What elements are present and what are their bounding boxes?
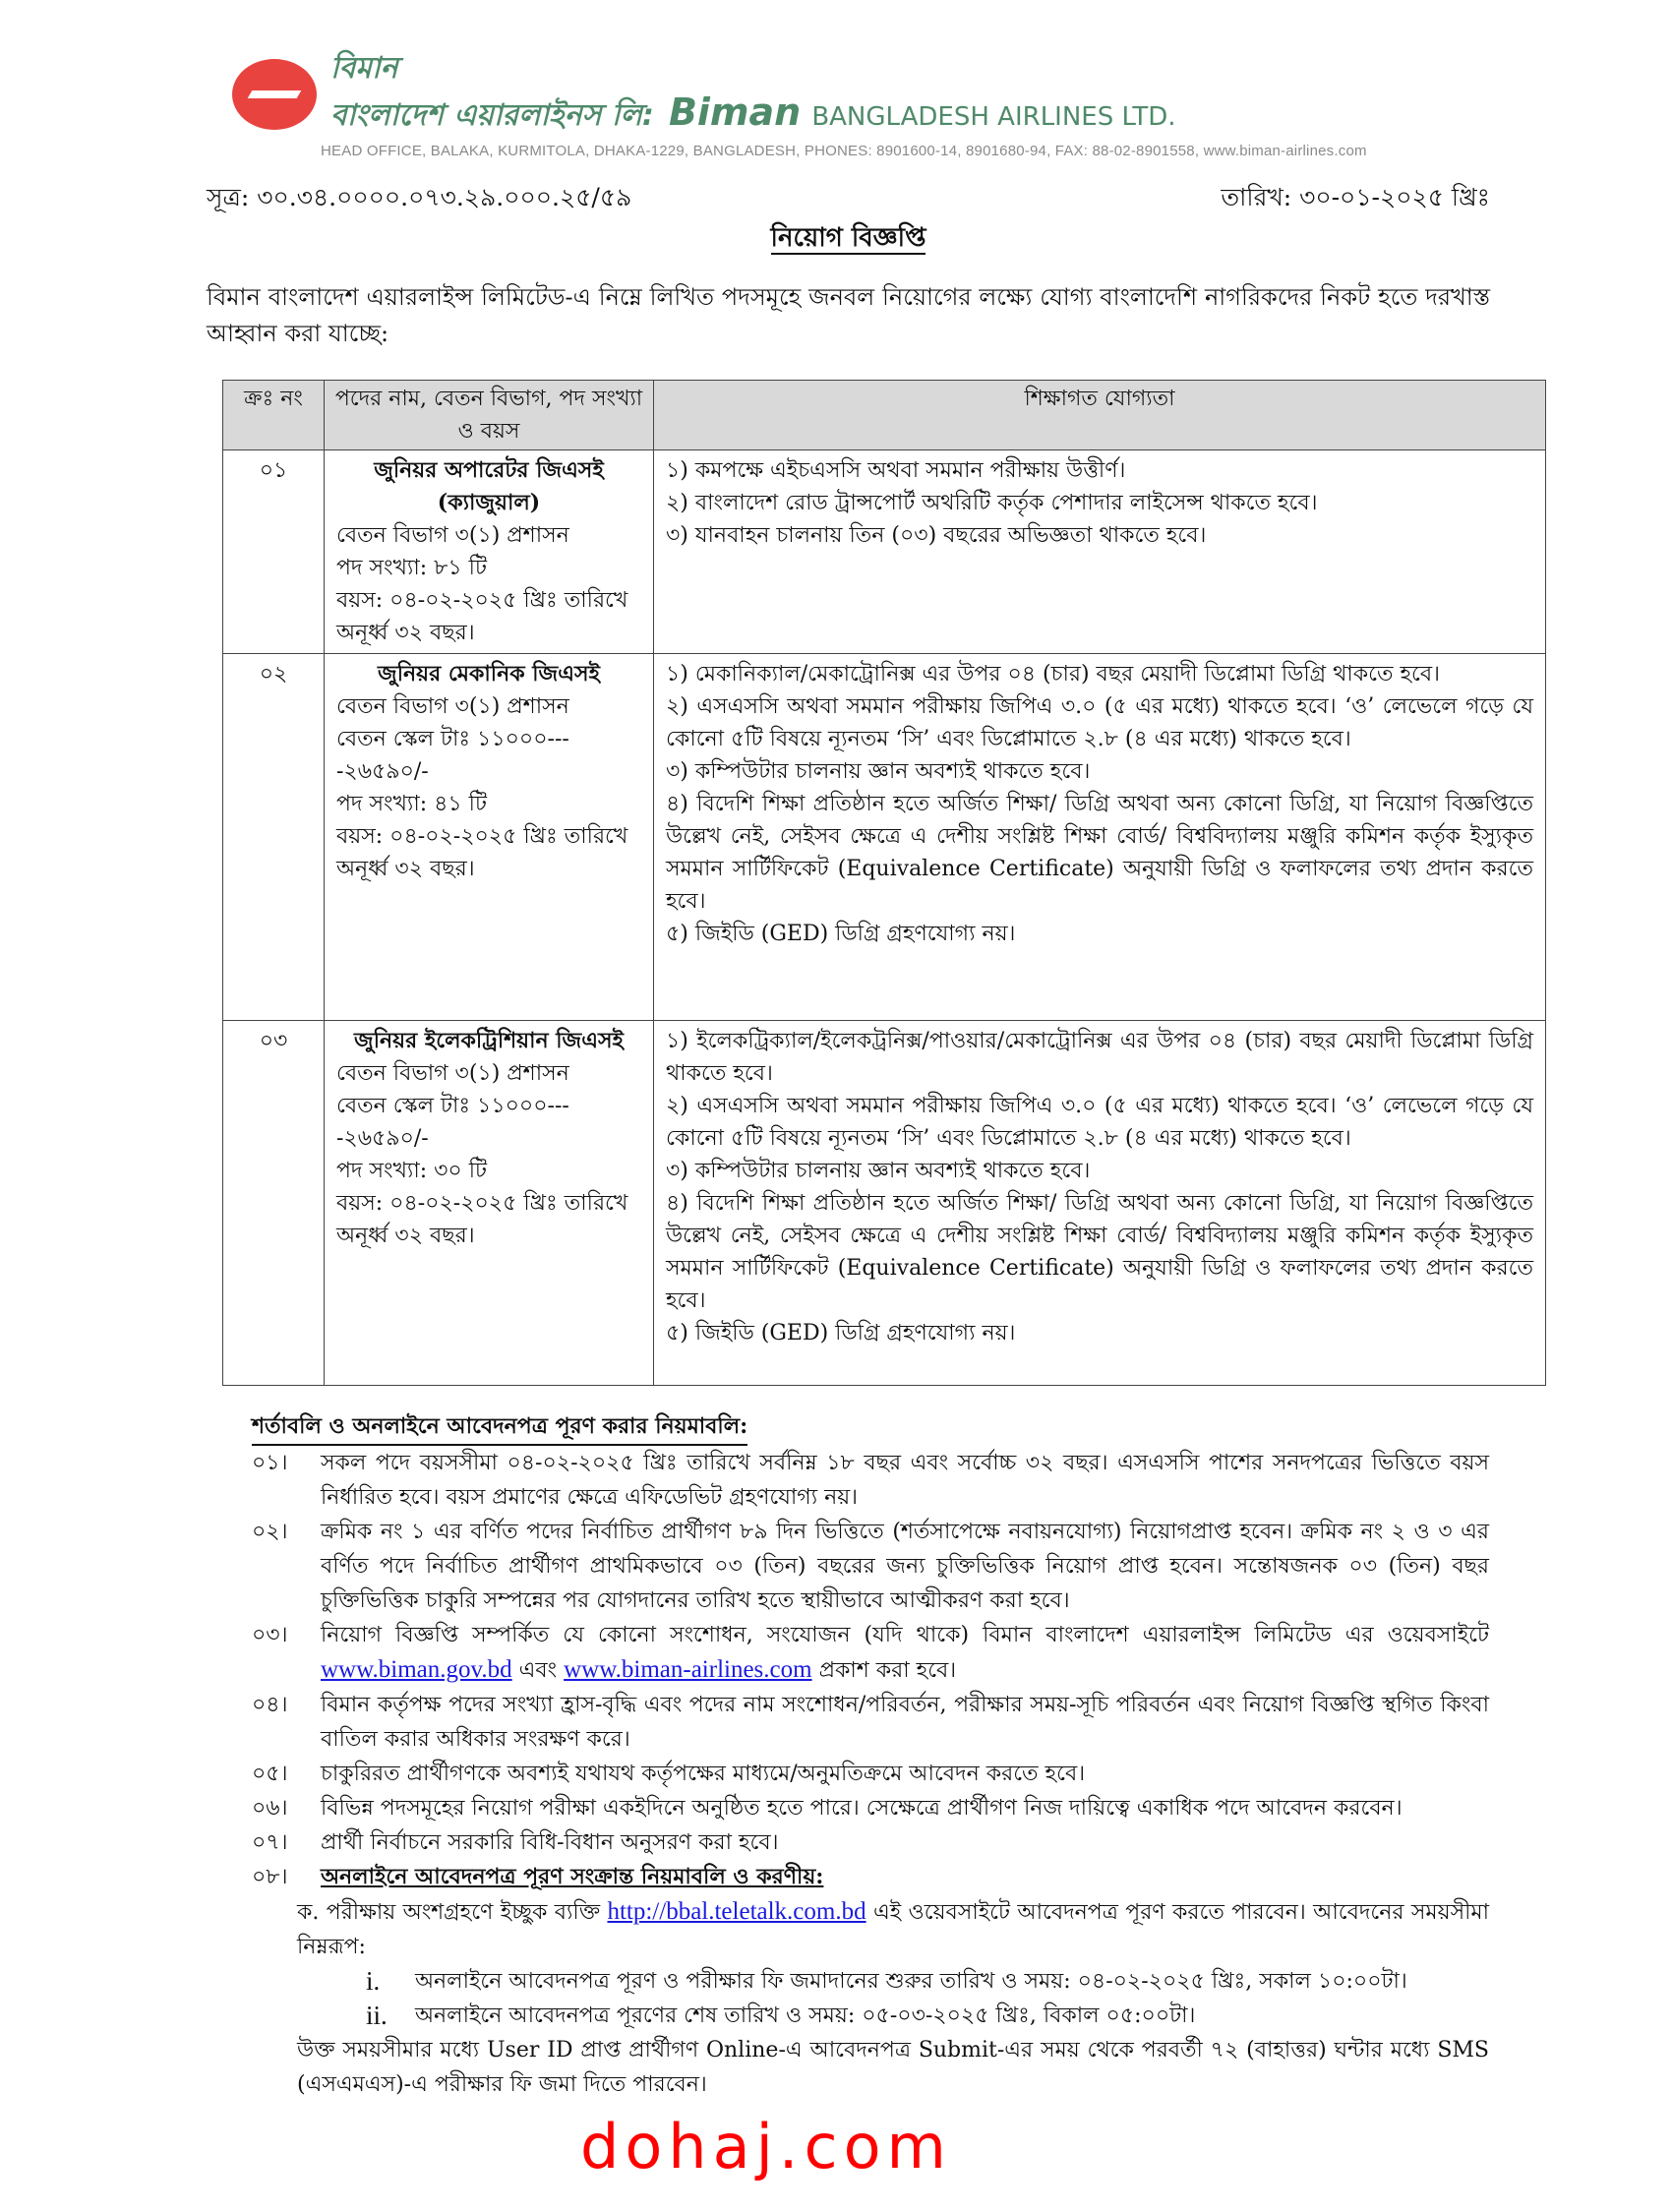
qualification-item: ৩) যানবাহন চালনায় তিন (০৩) বছরের অভিজ্ঞতা থাকতে হবে। xyxy=(666,523,1207,548)
logo-english-name: BANGLADESH AIRLINES LTD. xyxy=(811,102,1176,132)
notice-body xyxy=(207,0,1546,2212)
title-text: নিয়োগ বিজ্ঞপ্তি xyxy=(770,223,926,253)
conditions-heading: শর্তাবলি ও অনলাইনে আবেদনপত্র পূরণ করার নিয়মাবলি: xyxy=(252,1409,747,1446)
post-detail: বয়স: ০৪-০২-২০২৫ খ্রিঃ তারিখে অনূর্ধ্ব ৩২ বছর। xyxy=(336,824,628,881)
post-title: জুনিয়র ইলেকট্রিশিয়ান জিএসই xyxy=(354,1028,624,1053)
condition-number: ০৪। xyxy=(252,1693,288,1717)
condition-text: বিমান কর্তৃপক্ষ পদের সংখ্যা হ্রাস-বৃদ্ধি এবং পদের নাম সংশোধন/পরিবর্তন, পরীক্ষার সময়-সূচি পরিবর্তন এবং নিয়োগ বিজ্ঞপ্তি স্থগিত কিংবা বাতিল করার অধিকার সংরক্ষণ করে। xyxy=(321,1693,1489,1752)
condition-text: প্রার্থী নির্বাচনে সরকারি বিধি-বিধান অনুসরণ করা হবে। xyxy=(321,1830,779,1855)
logo-bengali-line1: বিমান xyxy=(330,51,398,86)
qualification-item: ১) মেকানিক্যাল/মেকাট্রোনিক্স এর উপর ০৪ (চার) বছর মেয়াদী ডিপ্লোমা ডিগ্রি থাকতে হবে। xyxy=(666,662,1440,687)
header-post: পদের নাম, বেতন বিভাগ, পদ সংখ্যা ও বয়স xyxy=(325,381,654,450)
serial-cell: ০২ xyxy=(223,654,325,1021)
qualification-item: ৫) জিইডি (GED) ডিগ্রি গ্রহণযোগ্য নয়। xyxy=(666,1321,1016,1345)
qualification-item: ৪) বিদেশি শিক্ষা প্রতিষ্ঠান হতে অর্জিত শিক্ষা/ ডিগ্রি অথবা অন্য কোনো ডিগ্রি, যা নিয়োগ বিজ্ঞপ্তিতে উল্লেখ নেই, সেইসব ক্ষেত্রে এ দেশীয় সংশ্লিষ্ট শিক্ষা বোর্ড/ বিশ্ববিদ্যালয় মঞ্জুরি কমিশন কর্তৃক ইস্যুকৃত সমমান সার্টিফিকেট (Equivalence Certificate) অনুযায়ী ডিগ্রি ও ফলাফলের তথ্য প্রদান করতে হবে। xyxy=(666,1191,1533,1313)
post-detail: বয়স: ০৪-০২-২০২৫ খ্রিঃ তারিখে অনূর্ধ্ব ৩২ বছর। xyxy=(336,588,628,645)
post-detail: বেতন স্কেল টাঃ ১১০০০----২৬৫৯০/- xyxy=(336,727,569,784)
post-cell xyxy=(325,1021,654,1386)
serial-cell: ০১ xyxy=(223,450,325,654)
qualification-item: ২) এসএসসি অথবা সমমান পরীক্ষায় জিপিএ ৩.০ (৫ এর মধ্যে) থাকতে হবে। ‘ও’ লেভেলে গড়ে যে কোনো ৫টি বিষয়ে ন্যূনতম ‘সি’ এবং ডিপ্লোমাতে ২.৮ (৪ এর মধ্যে) থাকতে হবে। xyxy=(666,694,1533,751)
condition-text: সকল পদে বয়সসীমা ০৪-০২-২০২৫ খ্রিঃ তারিখে সর্বনিম্ন ১৮ বছর এবং সর্বোচ্চ ৩২ বছর। এসএসসি পাশের সনদপত্রের ভিত্তিতে বয়স নির্ধারিত হবে। বয়স প্রমাণের ক্ষেত্রে এফিডেভিট গ্রহণযোগ্য নয়। xyxy=(321,1451,1489,1510)
online-instruction-ka xyxy=(297,1894,1489,1964)
condition-text xyxy=(321,1618,1489,1688)
logo-brand: Biman xyxy=(668,90,802,134)
condition-text-part: নিয়োগ বিজ্ঞপ্তি সম্পর্কিত যে কোনো সংশোধন, সংযোজন (যদি থাকে) বিমান বাংলাদেশ এয়ারলাইন্স লিমিটেড এর ওয়েবসাইটে xyxy=(321,1623,1489,1647)
condition-item xyxy=(252,1860,1489,1894)
post-detail: পদ সংখ্যা: ৩০ টি xyxy=(336,1159,487,1183)
qualification-item: ১) ইলেকট্রিক্যাল/ইলেকট্রনিক্স/পাওয়ার/মেকাট্রোনিক্স এর উপর ০৪ (চার) বছর মেয়াদী ডিপ্লোমা ডিগ্রি থাকতে হবে। xyxy=(666,1029,1533,1086)
table-row xyxy=(223,654,1546,1021)
qualification-cell xyxy=(654,450,1546,654)
table-row xyxy=(223,1021,1546,1386)
sms-note: উক্ত সময়সীমার মধ্যে User ID প্রাপ্ত প্রার্থীগণ Online-এ আবেদনপত্র Submit-এর সময় থেকে পরবর্তী ৭২ (বাহাত্তর) ঘন্টার মধ্যে SMS (এসএমএস)-এ পরীক্ষার ফি জমা দিতে পারবেন। xyxy=(297,2038,1489,2097)
condition-item xyxy=(252,1791,1489,1825)
schedule-number: i. xyxy=(366,1966,381,1996)
condition-number: ০৮। xyxy=(252,1865,288,1889)
qualification-item: ৪) বিদেশি শিক্ষা প্রতিষ্ঠান হতে অর্জিত শিক্ষা/ ডিগ্রি অথবা অন্য কোনো ডিগ্রি, যা নিয়োগ বিজ্ঞপ্তিতে উল্লেখ নেই, সেইসব ক্ষেত্রে এ দেশীয় সংশ্লিষ্ট শিক্ষা বোর্ড/ বিশ্ববিদ্যালয় মঞ্জুরি কমিশন কর্তৃক ইস্যুকৃত সমমান সার্টিফিকেট (Equivalence Certificate) অনুযায়ী ডিগ্রি ও ফলাফলের তথ্য প্রদান করতে হবে। xyxy=(666,792,1533,914)
reference-number: সূত্র: ৩০.৩৪.০০০০.০৭৩.২৯.০০০.২৫/৫৯ xyxy=(207,183,632,211)
schedule-item xyxy=(366,1999,1489,2033)
schedule-text: অনলাইনে আবেদনপত্র পূরণের শেষ তারিখ ও সময়: ০৫-০৩-২০২৫ খ্রিঃ, বিকাল ০৫:০০টা। xyxy=(415,2003,1196,2028)
schedule-item xyxy=(366,1964,1489,1999)
page-title xyxy=(207,220,1490,256)
condition-text: অনলাইনে আবেদনপত্র পূরণ সংক্রান্ত নিয়মাবলি ও করণীয়: xyxy=(321,1864,824,1889)
post-title: জুনিয়র অপারেটর জিএসই (ক্যাজুয়াল) xyxy=(374,457,604,515)
post-detail: বেতন বিভাগ ৩(১) প্রশাসন xyxy=(336,1061,569,1086)
qualification-item: ৩) কম্পিউটার চালনায় জ্ঞান অবশ্যই থাকতে হবে। xyxy=(666,1159,1091,1183)
watermark: dohaj.com xyxy=(580,2111,952,2182)
head-office-address: HEAD OFFICE, BALAKA, KURMITOLA, DHAKA-1229, BANGLADESH, PHONES: 8901600-14, 8901680-94, FAX: 88-02-8901558, www.biman-airlines.com xyxy=(321,143,1367,159)
qualification-cell xyxy=(654,1021,1546,1386)
post-detail: বেতন স্কেল টাঃ ১১০০০----২৬৫৯০/- xyxy=(336,1094,569,1151)
post-cell xyxy=(325,450,654,654)
condition-item xyxy=(252,1515,1489,1618)
condition-number: ০৫। xyxy=(252,1762,288,1786)
serial-cell: ০৩ xyxy=(223,1021,325,1386)
condition-number: ০৭। xyxy=(252,1830,288,1855)
notice-date: তারিখ: ৩০-০১-২০২৫ খ্রিঃ xyxy=(1221,183,1490,211)
condition-number: ০২। xyxy=(252,1520,288,1544)
condition-text-part: এবং xyxy=(511,1658,565,1683)
condition-text: ক্রমিক নং ১ এর বর্ণিত পদের নির্বাচিত প্রার্থীগণ ৮৯ দিন ভিত্তিতে (শর্তসাপেক্ষে নবায়নযোগ্য) নিয়োগপ্রাপ্ত হবেন। ক্রমিক নং ২ ও ৩ এর বর্ণিত পদে নির্বাচিত প্রার্থীগণ প্রাথমিকভাবে ০৩ (তিন) বছরের জন্য চুক্তিভিত্তিক নিয়োগ প্রাপ্ত হবেন। সন্তোষজনক ০৩ (তিন) বছর চুক্তিভিত্তিক চাকুরি সম্পন্নের পর যোগদানের তারিখ হতে স্থায়ীভাবে আত্মীকরণ করা হবে। xyxy=(321,1520,1489,1613)
condition-number: ০১। xyxy=(252,1451,288,1475)
qualification-item: ২) বাংলাদেশ রোড ট্রান্সপোর্ট অথরিটি কর্তৃক পেশাদার লাইসেন্স থাকতে হবে। xyxy=(666,491,1318,515)
header-serial: ক্রঃ নং xyxy=(223,381,325,450)
qualification-item: ৫) জিইডি (GED) ডিগ্রি গ্রহণযোগ্য নয়। xyxy=(666,922,1016,946)
qualification-cell xyxy=(654,654,1546,1021)
logo-bengali-line2: বাংলাদেশ এয়ারলাইনস লি: xyxy=(330,98,654,133)
online-text: ক. পরীক্ষায় অংশগ্রহণে ইচ্ছুক ব্যক্তি xyxy=(297,1900,608,1925)
qualification-item: ১) কমপক্ষে এইচএসসি অথবা সমমান পরীক্ষায় উত্তীর্ণ। xyxy=(666,458,1126,483)
biman-gov-link[interactable]: www.biman.gov.bd xyxy=(321,1656,512,1683)
schedule-number: ii. xyxy=(366,2001,388,2030)
condition-item xyxy=(252,1825,1489,1860)
post-detail: বয়স: ০৪-০২-২০২৫ খ্রিঃ তারিখে অনূর্ধ্ব ৩২ বছর। xyxy=(336,1191,628,1248)
biman-airlines-link[interactable]: www.biman-airlines.com xyxy=(564,1656,812,1683)
conditions-section xyxy=(252,1409,1489,2102)
condition-item xyxy=(252,1757,1489,1791)
condition-text: বিভিন্ন পদসমূহের নিয়োগ পরীক্ষা একইদিনে অনুষ্ঠিত হতে পারে। সেক্ষেত্রে প্রার্থীগণ নিজ দায়িত্বে একাধিক পদে আবেদন করবেন। xyxy=(321,1796,1403,1821)
post-title: জুনিয়র মেকানিক জিএসই xyxy=(378,661,600,687)
schedule-text: অনলাইনে আবেদনপত্র পূরণ ও পরীক্ষার ফি জমাদানের শুরুর তারিখ ও সময়: ০৪-০২-২০২৫ খ্রিঃ, সকাল ১০:০০টা। xyxy=(415,1969,1407,1994)
header-qualification: শিক্ষাগত যোগ্যতা xyxy=(654,381,1546,450)
post-cell xyxy=(325,654,654,1021)
condition-number: ০৬। xyxy=(252,1796,288,1821)
vacancy-table xyxy=(222,380,1546,1386)
post-detail: বেতন বিভাগ ৩(১) প্রশাসন xyxy=(336,694,569,719)
qualification-item: ৩) কম্পিউটার চালনায় জ্ঞান অবশ্যই থাকতে হবে। xyxy=(666,759,1091,784)
condition-text-part: প্রকাশ করা হবে। xyxy=(811,1658,957,1683)
condition-item xyxy=(252,1688,1489,1757)
reference-row xyxy=(207,181,1490,214)
post-detail: বেতন বিভাগ ৩(১) প্রশাসন xyxy=(336,523,569,548)
post-detail: পদ সংখ্যা: ৮১ টি xyxy=(336,556,487,580)
online-text: এই ওয়েবসাইটে আবেদনপত্র পূরণ করতে পারবেন। আবেদনের সময়সীমা নিম্নরূপ: xyxy=(297,1900,1489,1959)
table-header-row xyxy=(223,381,1546,450)
table-row xyxy=(223,450,1546,654)
condition-item xyxy=(252,1618,1489,1688)
post-detail: পদ সংখ্যা: ৪১ টি xyxy=(336,792,487,816)
qualification-item: ২) এসএসসি অথবা সমমান পরীক্ষায় জিপিএ ৩.০ (৫ এর মধ্যে) থাকতে হবে। ‘ও’ লেভেলে গড়ে যে কোনো ৫টি বিষয়ে ন্যূনতম ‘সি’ এবং ডিপ্লোমাতে ২.৮ (৪ এর মধ্যে) থাকতে হবে। xyxy=(666,1094,1533,1151)
condition-item xyxy=(252,1446,1489,1515)
intro-paragraph: বিমান বাংলাদেশ এয়ারলাইন্স লিমিটেড-এ নিম্নে লিখিত পদসমূহে জনবল নিয়োগের লক্ষ্যে যোগ্য বাংলাদেশি নাগরিকদের নিকট হতে দরখাস্ত আহ্বান করা যাচ্ছে: xyxy=(207,283,1490,347)
teletalk-link[interactable]: http://bbal.teletalk.com.bd xyxy=(607,1898,866,1925)
condition-number: ০৩। xyxy=(252,1623,288,1647)
condition-text: চাকুরিরত প্রার্থীগণকে অবশ্যই যথাযথ কর্তৃপক্ষের মাধ্যমে/অনুমতিক্রমে আবেদন করতে হবে। xyxy=(321,1762,1086,1786)
